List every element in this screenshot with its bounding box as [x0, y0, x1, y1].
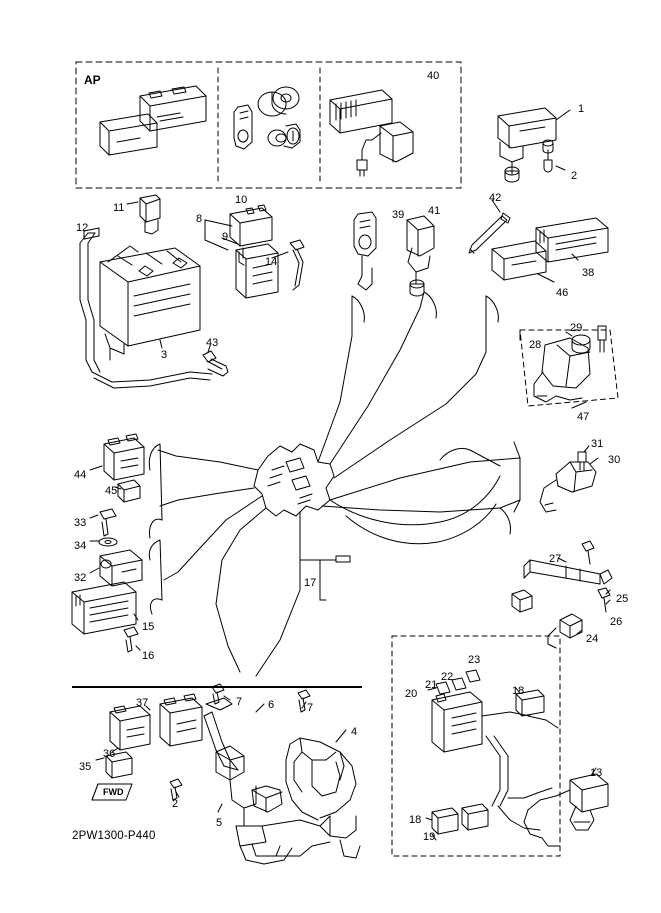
- callout-30: 30: [608, 454, 621, 466]
- callout-36: 36: [103, 748, 116, 760]
- callout-1: 1: [578, 103, 585, 115]
- callout-23: 23: [468, 654, 481, 666]
- callout-20: 20: [405, 688, 418, 700]
- callout-19: 19: [423, 831, 436, 843]
- callout-22: 22: [441, 671, 454, 683]
- callout-8: 8: [196, 213, 203, 225]
- callout-12: 12: [76, 222, 89, 234]
- callout-27: 27: [549, 553, 562, 565]
- callout-43: 43: [206, 337, 219, 349]
- callout-9: 9: [222, 231, 229, 243]
- fwd-direction-label: FWD: [103, 787, 124, 797]
- callout-44: 44: [74, 469, 87, 481]
- callout-21: 21: [425, 679, 438, 691]
- callout-40: 40: [427, 70, 440, 82]
- callout-5: 5: [216, 817, 223, 829]
- callout-24: 24: [586, 633, 599, 645]
- callout-29: 29: [570, 322, 583, 334]
- callout-16: 16: [142, 650, 155, 662]
- callout-37: 37: [136, 697, 149, 709]
- callout-26: 26: [610, 616, 623, 628]
- callout-7-right: 7: [307, 702, 314, 714]
- callout-35: 35: [79, 761, 92, 773]
- callout-6: 6: [268, 699, 275, 711]
- callout-46: 46: [556, 287, 569, 299]
- callout-10: 10: [235, 194, 248, 206]
- callout-28: 28: [529, 339, 542, 351]
- callout-38: 38: [582, 267, 595, 279]
- callout-45: 45: [105, 485, 118, 497]
- callout-2-bottom: 2: [172, 798, 179, 810]
- callout-18-bottom: 18: [409, 814, 422, 826]
- callout-4: 4: [351, 726, 358, 738]
- part-code-label: 2PW1300-P440: [72, 830, 156, 842]
- callout-18-top: 18: [512, 685, 525, 697]
- callout-17: 17: [304, 577, 317, 589]
- callout-2: 2: [571, 170, 578, 182]
- callout-33: 33: [74, 517, 87, 529]
- group-label-ap: AP: [84, 73, 101, 87]
- callout-7-left: 7: [236, 696, 243, 708]
- callout-14: 14: [265, 256, 278, 268]
- callout-42: 42: [489, 192, 502, 204]
- callout-41: 41: [428, 205, 441, 217]
- callout-25: 25: [616, 593, 629, 605]
- callout-13: 13: [590, 767, 603, 779]
- callout-11: 11: [113, 202, 125, 214]
- callout-32: 32: [74, 572, 87, 584]
- callout-3: 3: [161, 349, 168, 361]
- callout-34: 34: [74, 540, 87, 552]
- callout-31: 31: [591, 438, 604, 450]
- callout-39: 39: [392, 209, 405, 221]
- callout-15: 15: [142, 621, 155, 633]
- callout-47: 47: [577, 411, 590, 423]
